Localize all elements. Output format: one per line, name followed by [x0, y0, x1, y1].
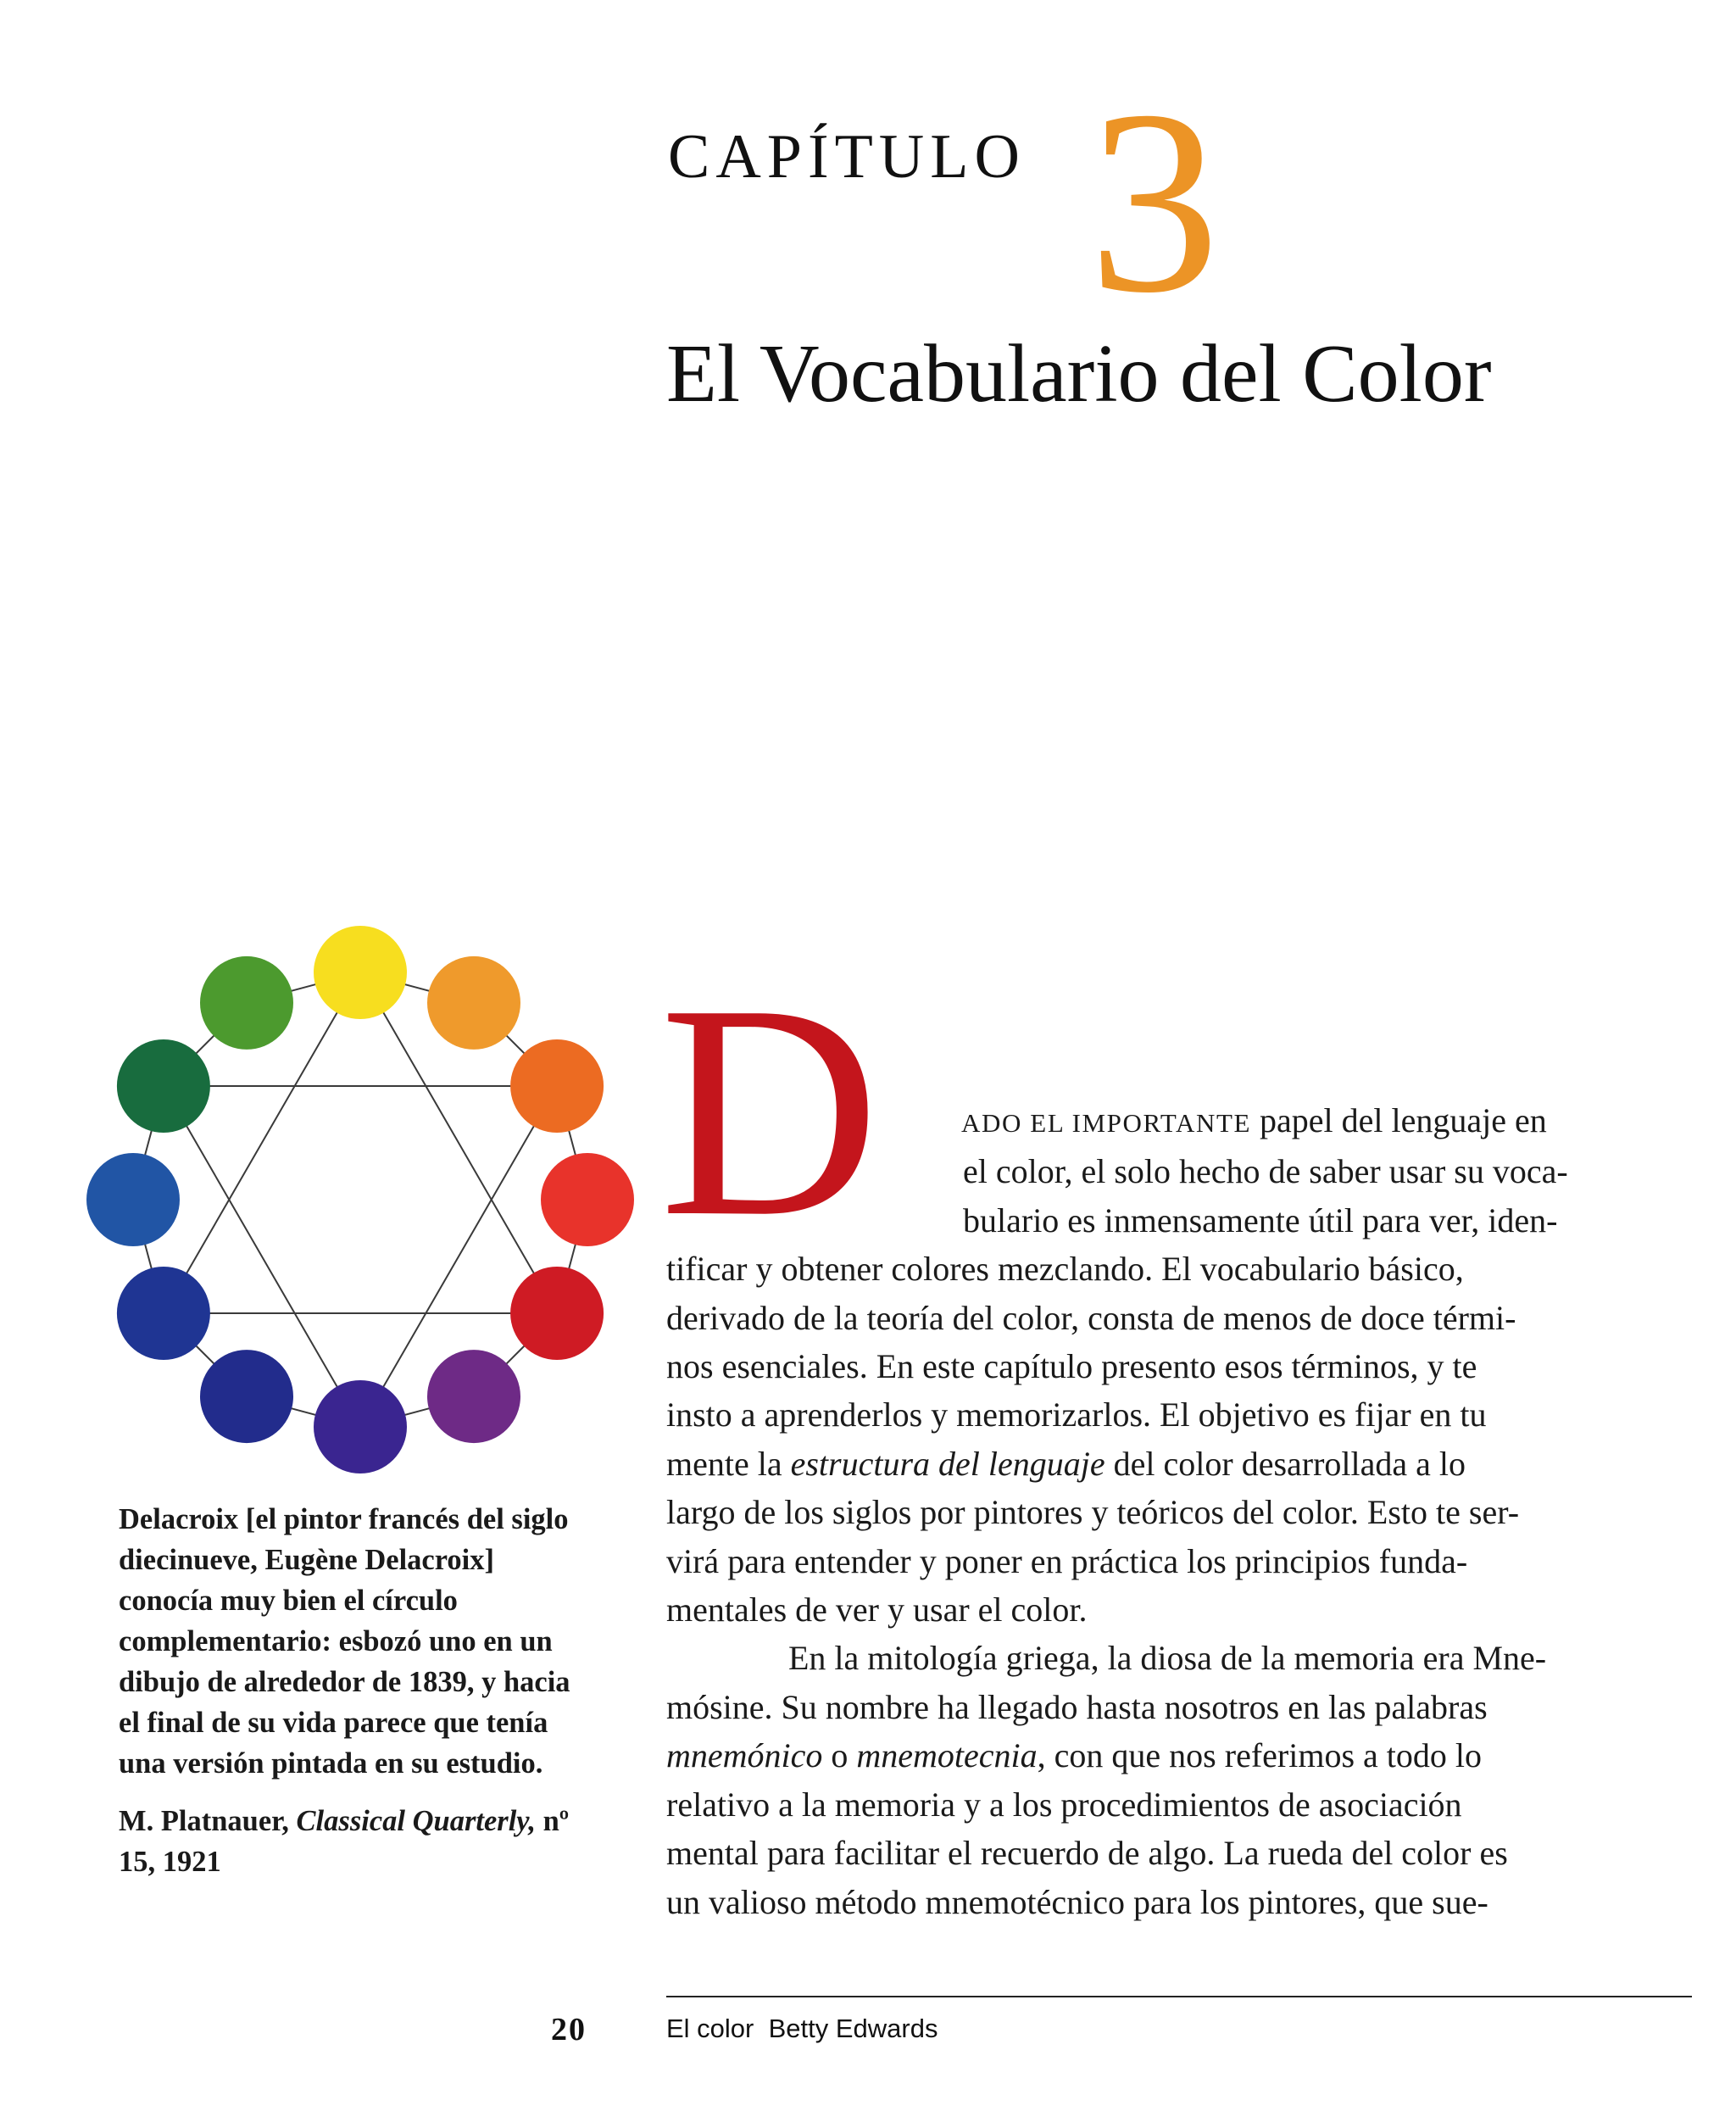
footer-rule [666, 1996, 1692, 1997]
source-title: Classical Quarterly, [296, 1805, 536, 1837]
body-line: mósine. Su nombre ha llegado hasta nosotros en las palabras [666, 1687, 1488, 1726]
page-number: 20 [551, 2012, 587, 2047]
body-line: un valioso método mnemotécnico para los pintores, que sue- [666, 1882, 1488, 1921]
sidebar-quote-block [119, 1499, 593, 1882]
body-text [666, 1096, 1692, 1926]
body-line: mentales de ver y usar el color. [666, 1590, 1088, 1629]
running-footer [666, 2014, 938, 2044]
source-author: M. Platnauer, [119, 1805, 297, 1837]
color-wheel-illustration [85, 924, 636, 1475]
sidebar-source [119, 1801, 593, 1882]
body-line: relativo a la memoria y a los procedimientos de asociación [666, 1785, 1462, 1824]
body-line: En la mitología griega, la diosa de la memoria era Mne- [788, 1639, 1547, 1678]
drop-cap: D [659, 941, 880, 1279]
emphasis: mnemónico [666, 1736, 823, 1775]
color-circles [86, 926, 634, 1473]
body-line: derivado de la teoría del color, consta de menos de doce térmi- [666, 1298, 1516, 1337]
book-title: El color [666, 2014, 754, 2043]
body-line: largo de los siglos por pintores y teóricos del color. Esto te ser- [666, 1493, 1520, 1532]
body-line-text: o [822, 1736, 857, 1775]
body-line [666, 1731, 1692, 1780]
color-circle [117, 1267, 210, 1360]
body-line [666, 1440, 1692, 1488]
body-line-text: del color desarrollada a lo [1104, 1444, 1466, 1483]
color-circle [314, 1380, 407, 1473]
chapter-title: El Vocabulario del Color [666, 328, 1492, 420]
emphasis: mnemotecnia [856, 1736, 1038, 1775]
body-line: nos esenciales. En este capítulo presento esos términos, y te [666, 1347, 1477, 1386]
color-circle [510, 1039, 604, 1133]
source-issue: nº 15, 1921 [119, 1805, 570, 1878]
body-line: tificar y obtener colores mezclando. El vocabulario básico, [666, 1250, 1464, 1289]
body-line-text: papel del lenguaje en [1251, 1101, 1547, 1139]
color-circle [200, 956, 293, 1050]
body-line-text: , con que nos referimos a todo lo [1037, 1736, 1482, 1775]
chapter-number: 3 [1088, 57, 1220, 348]
body-line [666, 1096, 1692, 1147]
small-caps-lead: ADO EL IMPORTANTE [961, 1108, 1252, 1138]
color-circle [427, 956, 520, 1050]
color-circle [541, 1153, 634, 1246]
body-line: bulario es inmensamente útil para ver, iden- [963, 1200, 1558, 1239]
color-circle [510, 1267, 604, 1360]
color-circle [200, 1350, 293, 1443]
color-circle [427, 1350, 520, 1443]
hexagram-lines [133, 972, 587, 1427]
book-author: Betty Edwards [768, 2014, 938, 2043]
body-line-text: mente la [666, 1444, 791, 1483]
chapter-label: CAPÍTULO [668, 122, 1026, 192]
body-line: mental para facilitar el recuerdo de algo. La rueda del color es [666, 1834, 1508, 1873]
body-line: insto a aprenderlos y memorizarlos. El objetivo es fijar en tu [666, 1395, 1487, 1434]
color-circle [86, 1153, 180, 1246]
body-line: virá para entender y poner en práctica los principios funda- [666, 1541, 1468, 1580]
color-circle [314, 926, 407, 1019]
sidebar-quote: Delacroix [el pintor francés del siglo diecinueve, Eugène Delacroix] conocía muy bien el círculo complementario: esbozó uno en un dibujo de alrededor de 1839, y hacia el final de su vida parece que tenía una versión pintada en su estudio. [119, 1503, 570, 1780]
body-line: el color, el solo hecho de saber usar su voca- [963, 1152, 1568, 1191]
color-circle [117, 1039, 210, 1133]
emphasis: estructura del lenguaje [790, 1444, 1105, 1483]
